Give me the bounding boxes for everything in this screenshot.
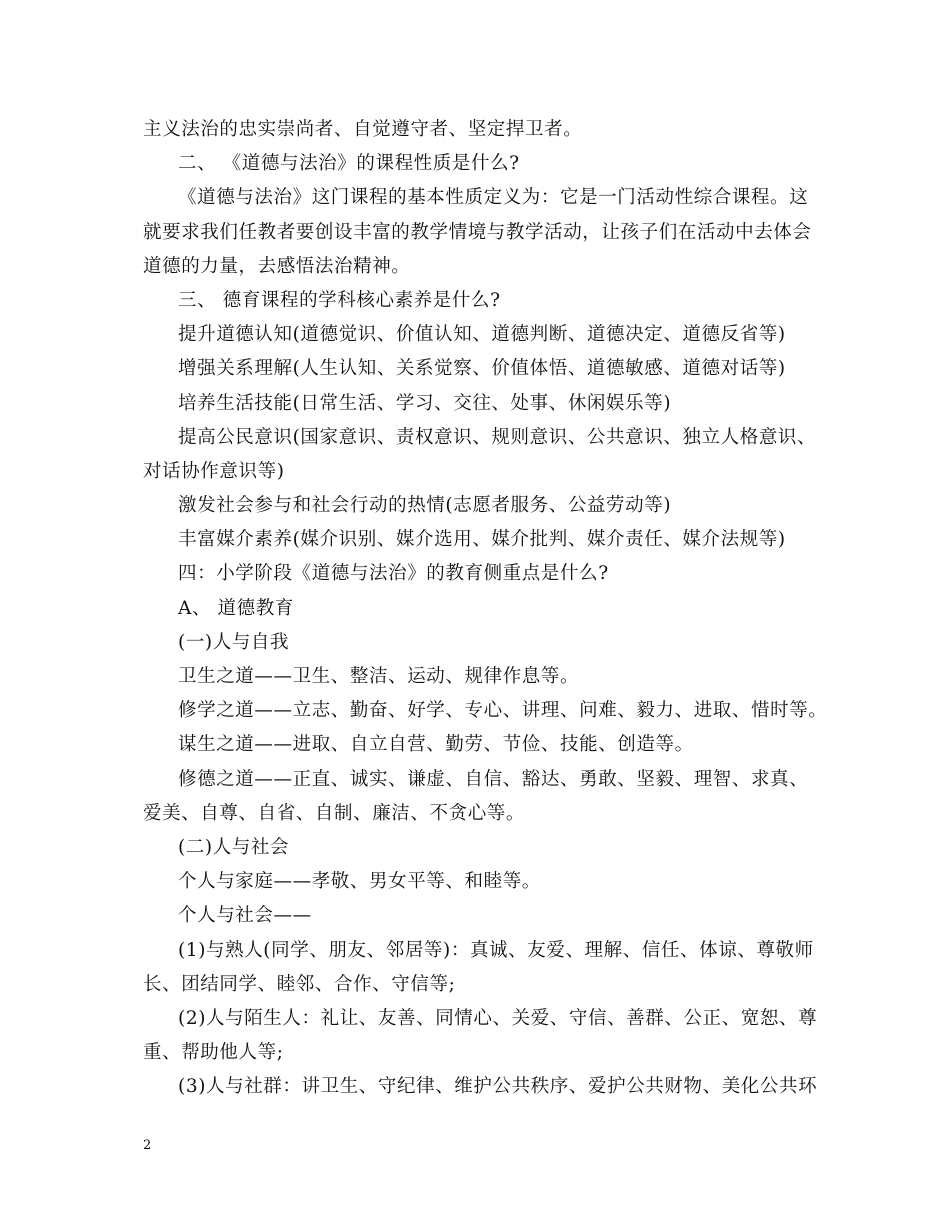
text-line: 修学之道——立志、勤奋、好学、专心、讲理、问难、毅力、进取、惜时等。 [178,700,828,722]
text-line: 个人与家庭——孝敬、男女平等、和睦等。 [178,871,541,893]
text-line: 主义法治的忠实崇尚者、自觉遵守者、坚定捍卫者。 [143,119,583,140]
text-line: 就要求我们任教者要创设丰富的教学情境与教学活动，让孩子们在活动中去体会 [143,221,812,243]
text-line: A、 道德教育 [178,597,294,619]
text-line: (1)与熟人(同学、朋友、邻居等)：真诚、友爱、理解、信任、体谅、尊敬师 [178,939,814,961]
text-line: 四：小学阶段《道德与法治》的教育侧重点是什么? [178,563,609,585]
text-line: 增强关系理解(人生认知、关系觉察、价值体悟、道德敏感、道德对话等) [178,358,786,380]
text-line: (一)人与自我 [178,631,290,653]
text-line: 提高公民意识(国家意识、责权意识、规则意识、公共意识、独立人格意识、 [178,426,817,448]
text-line: (3)人与社群：讲卫生、守纪律、维护公共秩序、爱护公共财物、美化公共环 [178,1076,818,1098]
text-line: 提升道德认知(道德觉识、价值认知、道德判断、道德决定、道德反省等) [178,324,786,346]
text-line: 个人与社会—— [178,905,312,927]
page-number: 2 [143,1138,152,1153]
text-line: 二、 《道德与法治》的课程性质是什么? [178,153,520,175]
text-line: 道德的力量，去感悟法治精神。 [143,255,411,277]
text-line: 爱美、自尊、自省、自制、廉洁、不贪心等。 [143,802,526,824]
text-line: 重、帮助他人等; [143,1042,284,1064]
text-line: 三、 德育课程的学科核心素养是什么? [178,289,501,311]
text-line: (2)人与陌生人：礼让、友善、同情心、关爱、守信、善群、公正、宽恕、尊 [178,1007,818,1029]
text-line: 《道德与法治》这门课程的基本性质定义为：它是一门活动性综合课程。这 [178,187,809,209]
text-line: 修德之道——正直、诚实、谦虚、自信、豁达、勇敢、坚毅、理智、求真、 [178,768,809,790]
text-line: 卫生之道——卫生、整洁、运动、规律作息等。 [178,666,580,687]
text-line: (二)人与社会 [178,836,290,858]
text-line: 长、团结同学、睦邻、合作、守信等; [143,973,456,995]
text-line: 培养生活技能(日常生活、学习、交往、处事、休闲娱乐等) [178,392,672,414]
document-body [143,113,828,1104]
text-line: 丰富媒介素养(媒介识别、媒介选用、媒介批判、媒介责任、媒介法规等) [178,529,786,551]
text-line: 激发社会参与和社会行动的热情(志愿者服务、公益劳动等) [178,495,672,517]
text-line: 对话协作意识等) [143,460,285,482]
text-line: 谋生之道——进取、自立自营、勤劳、节俭、技能、创造等。 [178,734,694,756]
